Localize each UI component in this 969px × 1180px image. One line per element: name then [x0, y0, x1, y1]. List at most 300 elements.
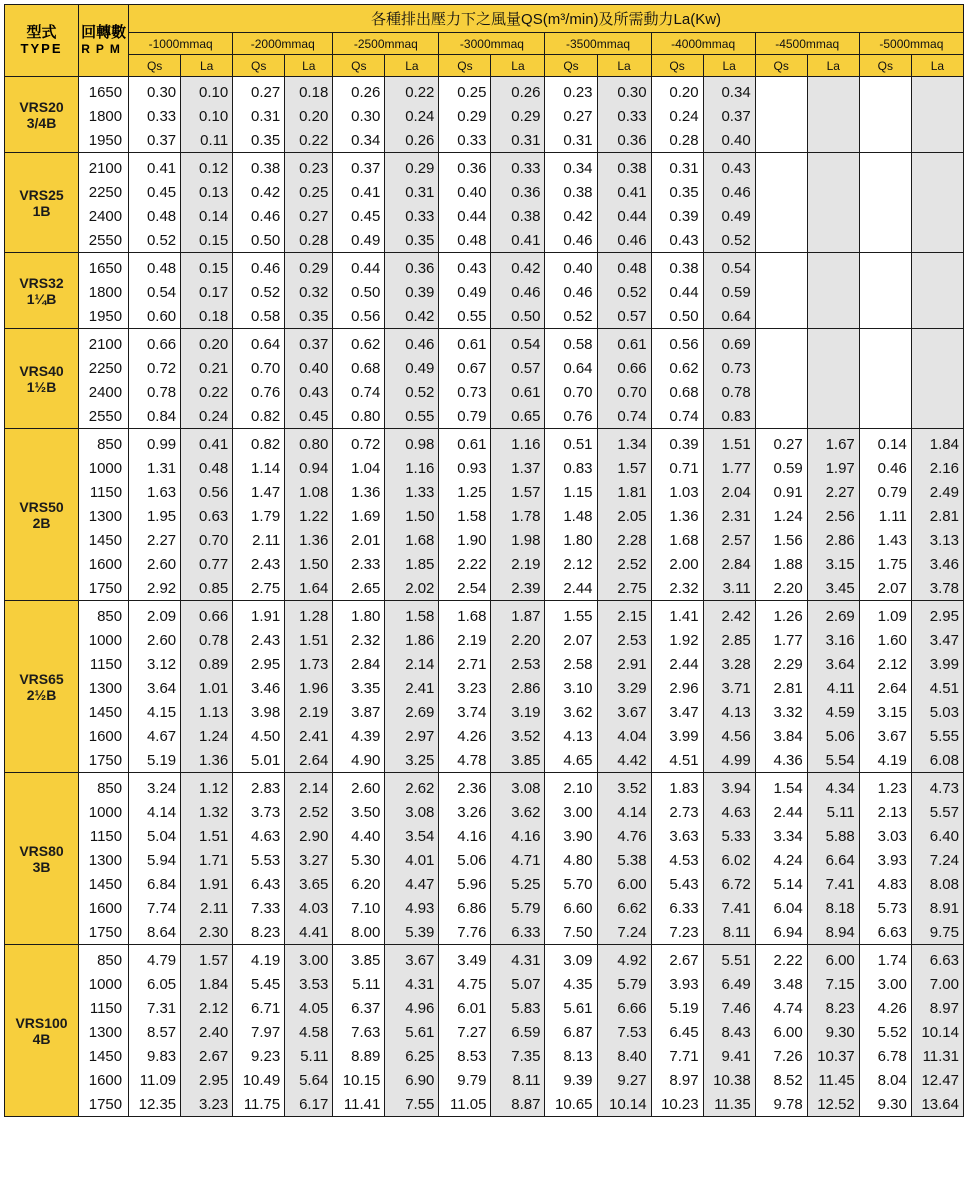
la-value-cell: [911, 128, 963, 153]
table-row: [5, 628, 964, 652]
performance-table-container: [4, 4, 964, 1176]
la-value-cell: 2.97: [385, 724, 439, 748]
qs-value-cell: 11.09: [129, 1068, 181, 1092]
la-value-cell: 0.15: [181, 253, 233, 281]
la-value-cell: 0.21: [181, 356, 233, 380]
pressure-header: -3500mmaq: [545, 33, 651, 55]
la-value-cell: 6.59: [491, 1020, 545, 1044]
la-value-cell: 3.08: [491, 773, 545, 801]
la-value-cell: 2.81: [911, 504, 963, 528]
la-value-cell: 0.41: [181, 429, 233, 457]
rpm-cell: 1000: [79, 456, 129, 480]
la-value-cell: 3.29: [597, 676, 651, 700]
la-value-cell: 0.32: [285, 280, 333, 304]
la-value-cell: 4.01: [385, 848, 439, 872]
la-value-cell: 1.67: [807, 429, 859, 457]
table-row: [5, 153, 964, 181]
la-value-cell: 0.18: [285, 77, 333, 105]
rpm-cell: 1600: [79, 552, 129, 576]
qs-value-cell: 2.58: [545, 652, 597, 676]
la-value-cell: 3.67: [597, 700, 651, 724]
qs-value-cell: 0.46: [545, 228, 597, 253]
qs-value-cell: 5.94: [129, 848, 181, 872]
qs-value-cell: 0.50: [233, 228, 285, 253]
la-value-cell: 0.83: [703, 404, 755, 429]
la-value-cell: 2.95: [911, 601, 963, 629]
la-value-cell: 7.55: [385, 1092, 439, 1117]
la-value-cell: 0.54: [703, 253, 755, 281]
la-value-cell: [911, 228, 963, 253]
la-value-cell: 4.63: [703, 800, 755, 824]
la-value-cell: 2.49: [911, 480, 963, 504]
table-row: [5, 945, 964, 973]
la-value-cell: 2.39: [491, 576, 545, 601]
qs-value-cell: 1.54: [755, 773, 807, 801]
qs-value-cell: 0.52: [233, 280, 285, 304]
rpm-cell: 1750: [79, 1092, 129, 1117]
model-name: VRS20: [19, 98, 64, 115]
la-value-cell: 3.46: [911, 552, 963, 576]
qs-value-cell: 2.07: [545, 628, 597, 652]
qs-value-cell: [859, 228, 911, 253]
la-value-cell: 0.55: [385, 404, 439, 429]
qs-value-cell: 1.11: [859, 504, 911, 528]
table-row: [5, 77, 964, 105]
la-value-cell: 4.58: [285, 1020, 333, 1044]
qs-value-cell: 7.27: [439, 1020, 491, 1044]
table-row: [5, 128, 964, 153]
la-value-cell: 4.56: [703, 724, 755, 748]
la-value-cell: 12.52: [807, 1092, 859, 1117]
la-value-cell: 5.07: [491, 972, 545, 996]
la-value-cell: 6.08: [911, 748, 963, 773]
qs-value-cell: 2.12: [545, 552, 597, 576]
la-value-cell: 2.86: [807, 528, 859, 552]
la-value-cell: 0.64: [703, 304, 755, 329]
rpm-cell: 1800: [79, 104, 129, 128]
qs-value-cell: 10.65: [545, 1092, 597, 1117]
qs-value-cell: 7.26: [755, 1044, 807, 1068]
la-value-cell: 8.11: [491, 1068, 545, 1092]
la-value-cell: 3.94: [703, 773, 755, 801]
qs-value-cell: [755, 280, 807, 304]
rpm-cell: 1000: [79, 800, 129, 824]
la-value-cell: 8.97: [911, 996, 963, 1020]
qs-value-cell: 5.01: [233, 748, 285, 773]
model-cell: [5, 329, 79, 429]
qs-value-cell: 1.77: [755, 628, 807, 652]
qs-value-cell: 6.45: [651, 1020, 703, 1044]
qs-value-cell: 2.43: [233, 628, 285, 652]
qs-value-cell: 0.27: [233, 77, 285, 105]
qs-value-cell: 3.46: [233, 676, 285, 700]
la-value-cell: 6.00: [597, 872, 651, 896]
la-value-cell: 0.59: [703, 280, 755, 304]
qs-value-cell: 0.33: [129, 104, 181, 128]
la-value-cell: 4.41: [285, 920, 333, 945]
la-value-cell: 2.27: [807, 480, 859, 504]
qs-value-cell: 5.45: [233, 972, 285, 996]
qs-value-cell: 0.35: [233, 128, 285, 153]
qs-value-cell: 2.54: [439, 576, 491, 601]
la-value-cell: 3.16: [807, 628, 859, 652]
qs-value-cell: 0.68: [651, 380, 703, 404]
type-label-zh: 型式: [26, 23, 57, 41]
la-value-cell: 3.52: [491, 724, 545, 748]
la-value-cell: 4.04: [597, 724, 651, 748]
qs-value-cell: 6.78: [859, 1044, 911, 1068]
la-value-cell: 0.48: [597, 253, 651, 281]
la-value-cell: 4.99: [703, 748, 755, 773]
la-value-cell: 6.00: [807, 945, 859, 973]
qs-value-cell: 0.79: [859, 480, 911, 504]
la-value-cell: 0.49: [385, 356, 439, 380]
qs-value-cell: 5.70: [545, 872, 597, 896]
la-value-cell: 10.38: [703, 1068, 755, 1092]
la-value-cell: 1.50: [385, 504, 439, 528]
la-subheader: La: [703, 55, 755, 77]
qs-value-cell: 0.48: [129, 253, 181, 281]
la-value-cell: 2.14: [285, 773, 333, 801]
rpm-cell: 850: [79, 773, 129, 801]
la-value-cell: 2.69: [807, 601, 859, 629]
model-cell: [5, 429, 79, 601]
la-value-cell: [911, 329, 963, 357]
la-value-cell: 5.25: [491, 872, 545, 896]
la-value-cell: 2.15: [597, 601, 651, 629]
la-value-cell: 2.31: [703, 504, 755, 528]
qs-value-cell: 12.35: [129, 1092, 181, 1117]
qs-value-cell: 0.38: [651, 253, 703, 281]
qs-value-cell: 2.60: [129, 628, 181, 652]
rpm-cell: 1450: [79, 1044, 129, 1068]
la-value-cell: 1.81: [597, 480, 651, 504]
la-value-cell: 5.83: [491, 996, 545, 1020]
la-value-cell: 4.51: [911, 676, 963, 700]
table-header: [5, 5, 964, 77]
table-row: [5, 748, 964, 773]
qs-value-cell: 1.55: [545, 601, 597, 629]
table-row: [5, 404, 964, 429]
rpm-cell: 2250: [79, 180, 129, 204]
la-subheader: La: [911, 55, 963, 77]
qs-value-cell: 1.88: [755, 552, 807, 576]
la-value-cell: 9.27: [597, 1068, 651, 1092]
la-value-cell: 2.19: [285, 700, 333, 724]
qs-subheader: Qs: [651, 55, 703, 77]
la-value-cell: 0.13: [181, 180, 233, 204]
model-cell: [5, 77, 79, 153]
qs-value-cell: 6.37: [333, 996, 385, 1020]
la-value-cell: 0.38: [491, 204, 545, 228]
la-value-cell: 2.95: [181, 1068, 233, 1092]
la-value-cell: 4.71: [491, 848, 545, 872]
qs-value-cell: 2.44: [651, 652, 703, 676]
qs-value-cell: 1.92: [651, 628, 703, 652]
type-label-en: TYPE: [20, 40, 63, 56]
table-row: [5, 552, 964, 576]
qs-value-cell: 0.74: [651, 404, 703, 429]
qs-value-cell: 7.31: [129, 996, 181, 1020]
la-value-cell: 1.58: [385, 601, 439, 629]
qs-value-cell: [859, 153, 911, 181]
la-value-cell: 3.23: [181, 1092, 233, 1117]
qs-value-cell: 0.56: [651, 329, 703, 357]
la-subheader: La: [597, 55, 651, 77]
la-value-cell: 2.16: [911, 456, 963, 480]
la-value-cell: 1.37: [491, 456, 545, 480]
qs-value-cell: 8.52: [755, 1068, 807, 1092]
qs-value-cell: 0.72: [333, 429, 385, 457]
la-value-cell: 0.22: [385, 77, 439, 105]
la-value-cell: 0.29: [491, 104, 545, 128]
qs-value-cell: 6.20: [333, 872, 385, 896]
qs-value-cell: 8.23: [233, 920, 285, 945]
la-value-cell: 4.16: [491, 824, 545, 848]
la-value-cell: [807, 128, 859, 153]
qs-value-cell: 9.83: [129, 1044, 181, 1068]
qs-value-cell: 5.06: [439, 848, 491, 872]
la-value-cell: 0.77: [181, 552, 233, 576]
la-value-cell: 12.47: [911, 1068, 963, 1092]
rpm-cell: 1950: [79, 128, 129, 153]
table-body: [5, 77, 964, 1117]
qs-value-cell: 0.48: [439, 228, 491, 253]
la-value-cell: 8.87: [491, 1092, 545, 1117]
qs-value-cell: 7.33: [233, 896, 285, 920]
la-value-cell: 0.52: [703, 228, 755, 253]
qs-value-cell: 0.54: [129, 280, 181, 304]
la-value-cell: 6.40: [911, 824, 963, 848]
table-row: [5, 576, 964, 601]
table-row: [5, 1044, 964, 1068]
la-value-cell: 0.98: [385, 429, 439, 457]
pressure-header: -4000mmaq: [651, 33, 755, 55]
la-value-cell: 0.63: [181, 504, 233, 528]
rpm-cell: 1000: [79, 972, 129, 996]
qs-value-cell: 0.23: [545, 77, 597, 105]
model-cell: [5, 945, 79, 1117]
model-size: 1B: [32, 202, 51, 219]
qs-value-cell: 8.97: [651, 1068, 703, 1092]
qs-value-cell: 0.51: [545, 429, 597, 457]
qs-value-cell: 7.10: [333, 896, 385, 920]
la-value-cell: 1.50: [285, 552, 333, 576]
la-value-cell: 2.86: [491, 676, 545, 700]
la-value-cell: 6.63: [911, 945, 963, 973]
qs-value-cell: [755, 153, 807, 181]
qs-value-cell: 0.76: [233, 380, 285, 404]
qs-value-cell: 9.79: [439, 1068, 491, 1092]
la-value-cell: 3.27: [285, 848, 333, 872]
la-value-cell: 10.14: [911, 1020, 963, 1044]
la-value-cell: 3.64: [807, 652, 859, 676]
qs-value-cell: [859, 404, 911, 429]
qs-value-cell: [755, 356, 807, 380]
qs-value-cell: 0.66: [129, 329, 181, 357]
qs-value-cell: 2.95: [233, 652, 285, 676]
la-value-cell: 4.96: [385, 996, 439, 1020]
qs-value-cell: 1.83: [651, 773, 703, 801]
qs-value-cell: 0.41: [333, 180, 385, 204]
qs-value-cell: [755, 228, 807, 253]
qs-value-cell: 2.43: [233, 552, 285, 576]
la-value-cell: 8.08: [911, 872, 963, 896]
qs-value-cell: 2.64: [859, 676, 911, 700]
la-value-cell: 3.19: [491, 700, 545, 724]
qs-value-cell: 11.75: [233, 1092, 285, 1117]
rpm-cell: 1000: [79, 628, 129, 652]
qs-value-cell: 4.14: [129, 800, 181, 824]
qs-value-cell: [859, 204, 911, 228]
la-value-cell: 7.24: [597, 920, 651, 945]
qs-value-cell: 7.97: [233, 1020, 285, 1044]
model-size: 4B: [32, 1030, 51, 1047]
la-value-cell: 2.67: [181, 1044, 233, 1068]
qs-value-cell: 0.76: [545, 404, 597, 429]
la-value-cell: 5.11: [807, 800, 859, 824]
la-value-cell: 0.33: [491, 153, 545, 181]
la-value-cell: 0.54: [491, 329, 545, 357]
qs-value-cell: 0.30: [333, 104, 385, 128]
qs-value-cell: 1.36: [651, 504, 703, 528]
qs-value-cell: 0.33: [439, 128, 491, 153]
qs-value-cell: 1.24: [755, 504, 807, 528]
la-value-cell: 0.33: [385, 204, 439, 228]
qs-value-cell: 4.19: [859, 748, 911, 773]
la-value-cell: 11.35: [703, 1092, 755, 1117]
la-value-cell: 0.78: [703, 380, 755, 404]
la-value-cell: 0.10: [181, 77, 233, 105]
table-row: [5, 104, 964, 128]
qs-value-cell: 1.56: [755, 528, 807, 552]
qs-value-cell: 8.13: [545, 1044, 597, 1068]
la-value-cell: [807, 280, 859, 304]
qs-subheader: Qs: [755, 55, 807, 77]
la-value-cell: 10.37: [807, 1044, 859, 1068]
la-value-cell: 2.69: [385, 700, 439, 724]
la-value-cell: 0.46: [385, 329, 439, 357]
qs-value-cell: 0.27: [755, 429, 807, 457]
rpm-cell: 850: [79, 945, 129, 973]
qs-value-cell: 0.41: [129, 153, 181, 181]
la-value-cell: 0.46: [491, 280, 545, 304]
qs-value-cell: 3.47: [651, 700, 703, 724]
la-value-cell: [807, 404, 859, 429]
la-value-cell: 6.72: [703, 872, 755, 896]
qs-value-cell: 0.91: [755, 480, 807, 504]
la-value-cell: 1.98: [491, 528, 545, 552]
la-value-cell: 7.41: [807, 872, 859, 896]
qs-value-cell: [859, 329, 911, 357]
qs-value-cell: 2.96: [651, 676, 703, 700]
table-row: [5, 601, 964, 629]
qs-value-cell: 1.15: [545, 480, 597, 504]
qs-value-cell: 2.83: [233, 773, 285, 801]
qs-value-cell: 0.46: [233, 204, 285, 228]
qs-value-cell: 7.23: [651, 920, 703, 945]
la-value-cell: 7.41: [703, 896, 755, 920]
table-row: [5, 920, 964, 945]
la-value-cell: 5.54: [807, 748, 859, 773]
la-value-cell: 4.59: [807, 700, 859, 724]
qs-value-cell: 10.23: [651, 1092, 703, 1117]
la-value-cell: 5.51: [703, 945, 755, 973]
qs-value-cell: 4.75: [439, 972, 491, 996]
qs-value-cell: 5.61: [545, 996, 597, 1020]
rpm-cell: 1650: [79, 77, 129, 105]
model-name: VRS40: [19, 362, 64, 379]
rpm-cell: 850: [79, 429, 129, 457]
qs-value-cell: 3.93: [859, 848, 911, 872]
la-value-cell: 0.30: [597, 77, 651, 105]
la-value-cell: 8.43: [703, 1020, 755, 1044]
la-value-cell: 1.68: [385, 528, 439, 552]
qs-value-cell: 3.64: [129, 676, 181, 700]
rpm-column-header: [79, 5, 129, 77]
qs-value-cell: 7.71: [651, 1044, 703, 1068]
qs-value-cell: 1.68: [651, 528, 703, 552]
qs-value-cell: [755, 404, 807, 429]
qs-value-cell: 3.09: [545, 945, 597, 973]
qs-value-cell: 0.25: [439, 77, 491, 105]
rpm-cell: 1150: [79, 652, 129, 676]
la-value-cell: 0.43: [285, 380, 333, 404]
la-value-cell: 1.28: [285, 601, 333, 629]
qs-value-cell: 1.23: [859, 773, 911, 801]
rpm-cell: 1750: [79, 576, 129, 601]
qs-value-cell: 3.26: [439, 800, 491, 824]
qs-value-cell: 9.30: [859, 1092, 911, 1117]
la-value-cell: 0.41: [597, 180, 651, 204]
la-value-cell: 8.11: [703, 920, 755, 945]
la-value-cell: 3.00: [285, 945, 333, 973]
qs-value-cell: 5.52: [859, 1020, 911, 1044]
la-value-cell: 0.24: [385, 104, 439, 128]
qs-value-cell: 3.50: [333, 800, 385, 824]
la-value-cell: 5.64: [285, 1068, 333, 1092]
la-value-cell: [807, 304, 859, 329]
la-value-cell: 4.42: [597, 748, 651, 773]
la-value-cell: 0.20: [285, 104, 333, 128]
la-value-cell: 0.12: [181, 153, 233, 181]
la-value-cell: 6.62: [597, 896, 651, 920]
qs-value-cell: 2.22: [755, 945, 807, 973]
qs-value-cell: 2.44: [755, 800, 807, 824]
la-value-cell: 10.14: [597, 1092, 651, 1117]
qs-value-cell: 0.61: [439, 429, 491, 457]
qs-value-cell: 0.30: [129, 77, 181, 105]
qs-value-cell: 4.16: [439, 824, 491, 848]
la-value-cell: 0.80: [285, 429, 333, 457]
qs-value-cell: 0.14: [859, 429, 911, 457]
model-cell: [5, 253, 79, 329]
table-row: [5, 972, 964, 996]
la-value-cell: 4.11: [807, 676, 859, 700]
qs-value-cell: 2.29: [755, 652, 807, 676]
qs-value-cell: 3.32: [755, 700, 807, 724]
qs-value-cell: 6.01: [439, 996, 491, 1020]
qs-value-cell: 6.04: [755, 896, 807, 920]
rpm-cell: 1300: [79, 848, 129, 872]
qs-value-cell: 2.67: [651, 945, 703, 973]
qs-value-cell: 3.03: [859, 824, 911, 848]
qs-value-cell: 2.00: [651, 552, 703, 576]
la-value-cell: [911, 380, 963, 404]
la-value-cell: 0.94: [285, 456, 333, 480]
rpm-cell: 1450: [79, 872, 129, 896]
qs-value-cell: 0.84: [129, 404, 181, 429]
